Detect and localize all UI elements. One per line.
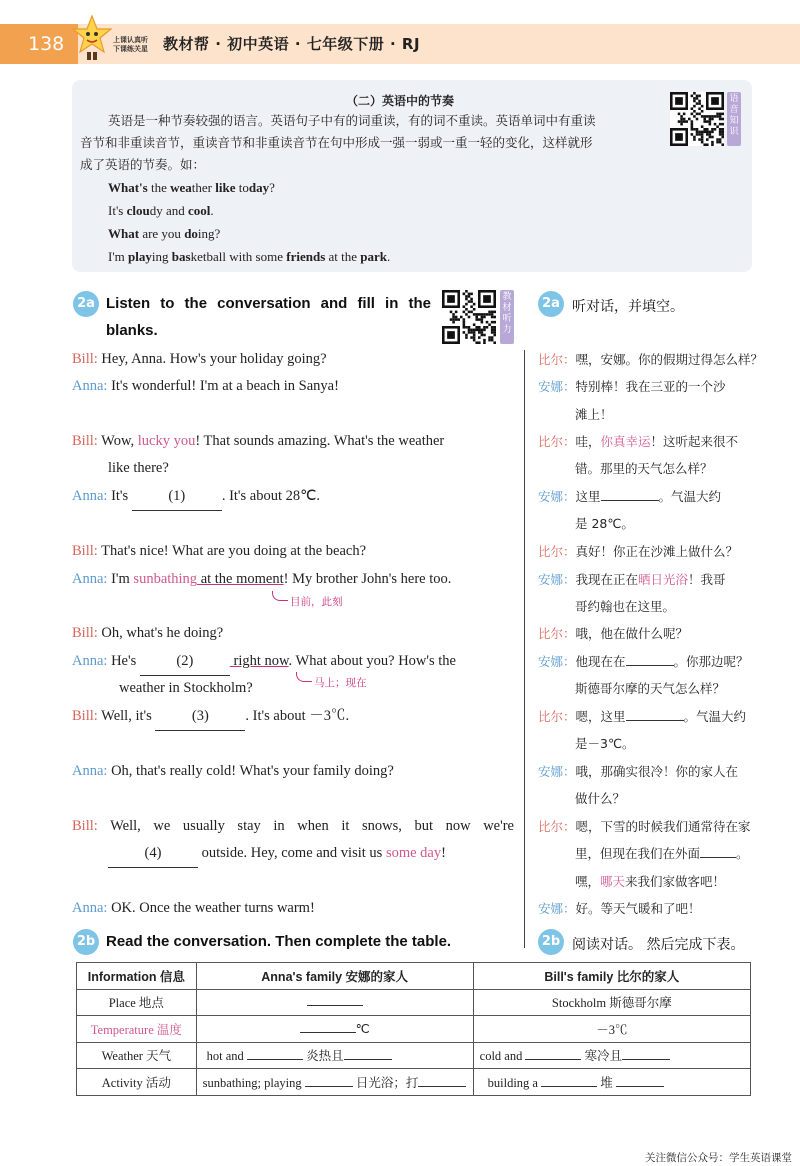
stressed-syllable: What's <box>108 180 148 195</box>
translation-line: 安娜：他现在在 。你那边呢？ <box>538 654 749 669</box>
rhythm-paragraph-line: 英语是一种节奏较强的语言。英语句子中有的词重读，有的词不重读。英语单词中有重读 <box>108 113 596 128</box>
translation-line-cont: 里，但现在我们在外面 。 <box>575 846 749 861</box>
translation-line-cont: 做什么？ <box>575 791 626 806</box>
dialogue-line: Anna: I'm sunbathing at the moment! My brother John's here too. <box>72 571 452 587</box>
rhythm-example <box>108 249 390 265</box>
translation-line-cont: 哥约翰也在这里。 <box>575 599 676 614</box>
annotation-note: 马上；现在 <box>314 677 367 689</box>
page-number: 138 <box>0 24 78 64</box>
stressed-syllable: friends <box>286 249 326 264</box>
table-cell: Stockholm 斯德哥尔摩 <box>473 989 750 1016</box>
section-badge-2a: 2a <box>73 291 99 317</box>
blank-2[interactable]: (2) <box>140 648 230 676</box>
stressed-syllable: cool <box>188 203 211 218</box>
unstressed-text: . <box>387 249 391 264</box>
translation-line: 比尔：嗯，下雪的时候我们通常待在家 <box>538 819 751 834</box>
rhythm-paragraph-line: 音节和非重读音节，重读音节和非重读音节在句中形成一强一弱或一重一轻的变化，这样就形 <box>80 135 593 150</box>
translation-line-cont: 是－3℃。 <box>575 736 635 751</box>
rhythm-paragraph-line: 成了英语的节奏。如： <box>80 157 206 172</box>
unstressed-text: ing? <box>197 226 221 241</box>
annotation-arrow <box>272 591 288 601</box>
table-cell-blank[interactable]: hot and 炎热且 <box>196 1042 473 1069</box>
table-cell-blank[interactable]: ℃ <box>196 1016 473 1043</box>
translation-line: 比尔：哦，他在做什么呢？ <box>538 626 689 641</box>
translation-line: 安娜：这里 。气温大约 <box>538 489 722 504</box>
translation-line: 比尔：嘿，安娜。你的假期过得怎么样？ <box>538 352 764 367</box>
translation-line-cont: 嘿，哪天来我们家做客吧！ <box>575 874 726 889</box>
section-2a-cn-title: 听对话，并填空。 <box>572 299 684 315</box>
section-2a-title-cont: blanks. <box>106 322 158 339</box>
phonetics-tag: 语 音 知 识 <box>727 92 741 146</box>
section-2b-cn-title: 阅读对话。 然后完成下表。 <box>572 937 745 953</box>
stressed-syllable: play <box>128 249 152 264</box>
rhythm-example <box>108 180 275 196</box>
column-divider <box>524 350 525 948</box>
translation-line: 安娜：哦，那确实很冷！你的家人在 <box>538 764 739 779</box>
translation-line: 比尔：真好！你正在沙滩上做什么？ <box>538 544 739 559</box>
translation-line-cont: 滩上！ <box>575 407 613 422</box>
blank-4[interactable]: (4) <box>108 840 198 868</box>
qr-code-icon[interactable] <box>442 290 496 344</box>
unstressed-text: ketball with some <box>190 249 287 264</box>
dialogue-line: Anna: It's (1) . It's about 28℃. <box>72 483 320 511</box>
table-cell-blank[interactable]: sunbathing; playing 日光浴；打 <box>196 1069 473 1096</box>
dialogue-line: Anna: He's (2) right now. What about you? How's the <box>72 648 456 676</box>
stressed-syllable: wea <box>170 180 192 195</box>
table-cell: Temperature 温度 <box>77 1016 197 1043</box>
dialogue-line-cont: (4) outside. Hey, come and visit us some day! <box>108 840 446 868</box>
dialogue-line: Anna: OK. Once the weather turns warm! <box>72 900 315 916</box>
listening-tag: 教 材 听 力 <box>500 290 514 344</box>
footer-note: 关注微信公众号：学生英语课堂 <box>645 1152 792 1164</box>
table-header: Information 信息 <box>77 963 197 990</box>
star-mascot-icon <box>72 14 112 64</box>
section-2b-title: Read the conversation. Then complete the table. <box>106 933 452 950</box>
table-cell-blank[interactable]: cold and 寒冷且 <box>473 1042 750 1069</box>
stressed-syllable: day <box>248 180 270 195</box>
blank-3[interactable]: (3) <box>155 703 245 731</box>
unstressed-text: ? <box>269 180 275 195</box>
unstressed-text: are you <box>139 226 185 241</box>
info-table <box>76 962 751 1096</box>
unstressed-text: ther <box>191 180 216 195</box>
rhythm-title: （二）英语中的节奏 <box>345 94 454 108</box>
dialogue-line: Bill: Oh, what's he doing? <box>72 625 224 641</box>
dialogue-line: Bill: That's nice! What are you doing at the beach? <box>72 543 367 559</box>
book-title: 教材帮 · 初中英语 · 七年级下册 · RJ <box>163 35 421 53</box>
rhythm-example <box>108 203 214 219</box>
unstressed-text: at the <box>325 249 361 264</box>
header-slogan: 上课认真听 下课练关星 <box>113 36 148 53</box>
translation-line: 比尔：嗯，这里 。气温大约 <box>538 709 747 724</box>
table-header-row <box>77 963 751 990</box>
unstressed-text: It's <box>108 203 127 218</box>
stressed-syllable: like <box>215 180 236 195</box>
dialogue-line-cont: like there? <box>108 460 169 476</box>
unstressed-text: to <box>235 180 249 195</box>
qr-code-icon[interactable] <box>670 92 724 146</box>
section-badge-2b: 2b <box>73 929 99 955</box>
table-cell-blank[interactable] <box>196 989 473 1016</box>
annotation-note: 目前，此刻 <box>290 596 343 608</box>
unstressed-text: I'm <box>108 249 129 264</box>
unstressed-text: . <box>210 203 214 218</box>
table-row <box>77 1069 751 1096</box>
table-cell: －3℃ <box>473 1016 750 1043</box>
unstressed-text: dy and <box>149 203 188 218</box>
translation-line-cont: 错。那里的天气怎么样？ <box>575 461 713 476</box>
dialogue-line: Bill: Well, it's (3) . It's about －3℃. <box>72 703 349 731</box>
section-badge-2a-cn: 2a <box>538 291 564 317</box>
annotation-arrow <box>296 672 312 682</box>
table-row <box>77 1042 751 1069</box>
stressed-syllable: do <box>184 226 198 241</box>
stressed-syllable: What <box>108 226 140 241</box>
table-header: Anna's family 安娜的家人 <box>196 963 473 990</box>
translation-line: 安娜：我现在正在晒日光浴！我哥 <box>538 572 726 587</box>
table-cell: Place 地点 <box>77 989 197 1016</box>
translation-line-cont: 斯德哥尔摩的天气怎么样？ <box>575 681 726 696</box>
rhythm-example <box>108 226 220 242</box>
stressed-syllable: clou <box>126 203 150 218</box>
section-badge-2b-cn: 2b <box>538 929 564 955</box>
table-row <box>77 989 751 1016</box>
dialogue-line: Bill: Well, we usually stay in when it snows, but now we're <box>72 818 514 834</box>
translation-line: 比尔：哇，你真幸运！这听起来很不 <box>538 434 739 449</box>
dialogue-line: Anna: It's wonderful! I'm at a beach in Sanya! <box>72 378 339 394</box>
table-cell: Weather 天气 <box>77 1042 197 1069</box>
section-2a-title: Listen to the conversation and fill in the <box>106 295 431 312</box>
dialogue-line-cont: weather in Stockholm? <box>119 680 253 696</box>
table-row <box>77 1016 751 1043</box>
unstressed-text: the <box>147 180 171 195</box>
table-header: Bill's family 比尔的家人 <box>473 963 750 990</box>
translation-line-cont: 是 28℃。 <box>575 516 634 531</box>
translation-line: 安娜：好。等天气暖和了吧！ <box>538 901 701 916</box>
unstressed-text: ing <box>151 249 172 264</box>
stressed-syllable: park <box>360 249 387 264</box>
table-cell-blank[interactable]: building a 堆 <box>473 1069 750 1096</box>
table-cell: Activity 活动 <box>77 1069 197 1096</box>
page-header <box>0 0 800 66</box>
translation-line: 安娜：特别棒！我在三亚的一个沙 <box>538 379 726 394</box>
stressed-syllable: bas <box>171 249 191 264</box>
blank-1[interactable]: (1) <box>132 483 222 511</box>
dialogue-line: Bill: Hey, Anna. How's your holiday going? <box>72 351 327 367</box>
dialogue-line: Bill: Wow, lucky you! That sounds amazing. What's the weather <box>72 433 445 449</box>
dialogue-line: Anna: Oh, that's really cold! What's your family doing? <box>72 763 394 779</box>
